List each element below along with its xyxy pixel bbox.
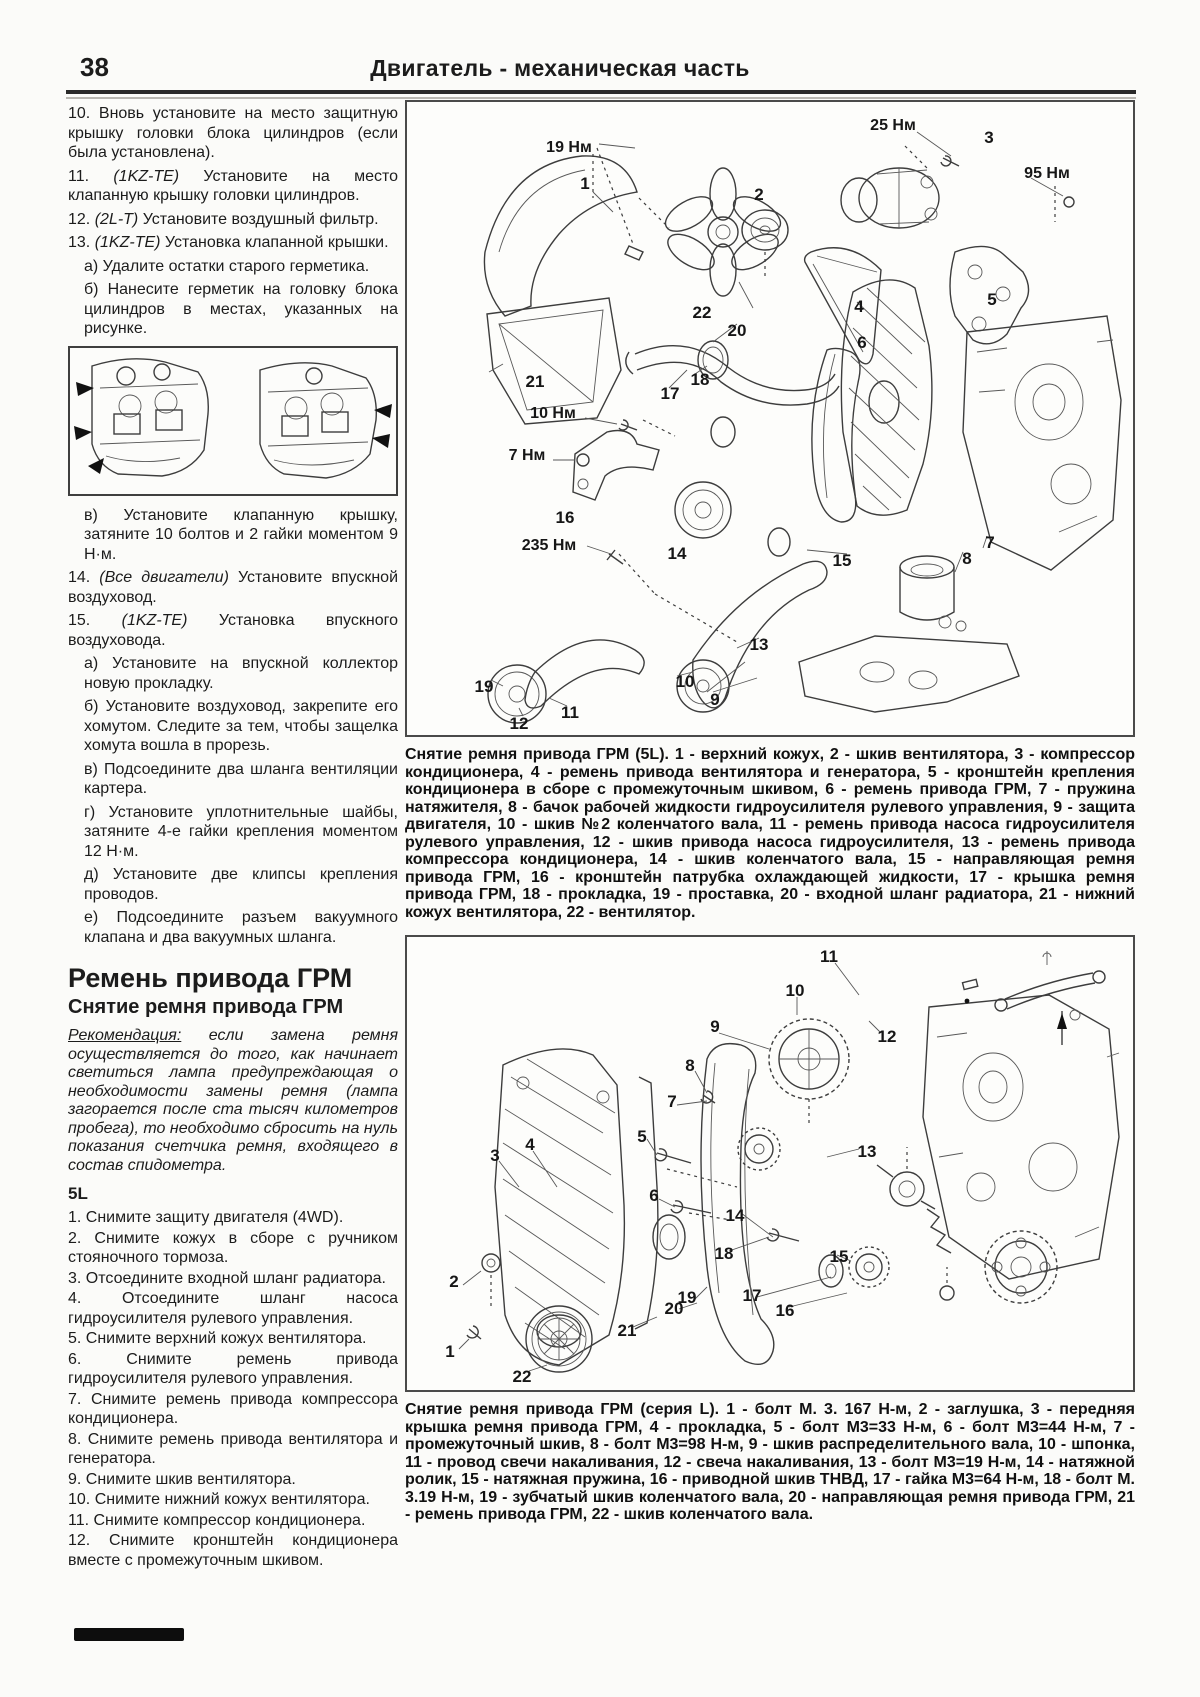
recommendation-note bbox=[68, 1027, 398, 1175]
part-number-label: 16 bbox=[775, 1301, 795, 1320]
paragraph: д) Установите две клипсы крепления проводов. bbox=[84, 866, 398, 903]
scan-artifact bbox=[74, 1628, 184, 1641]
paragraph: 1. Снимите защиту двигателя (4WD). bbox=[68, 1209, 344, 1226]
right-figure-column bbox=[405, 100, 1135, 1524]
section-subheading: Снятие ремня привода ГРМ bbox=[68, 996, 344, 1018]
diagram2-line-art bbox=[407, 937, 1133, 1386]
paragraph: Рекомендация: если замена ремня осуществляется до того, как начинает светиться лампа предупреждающая о необходимости замены ремня (лампа загорается после ста тысяч километров пробега), то необходимо сбросить на нуль показания счетчика ремня, входящего в состав спидометра. bbox=[68, 1027, 398, 1174]
paragraph: г) Установите уплотнительные шайбы, затяните 4-е гайки крепления моментом 12 Н·м. bbox=[84, 803, 398, 860]
part-number-label: 7 bbox=[985, 533, 995, 552]
torque-value-label: 10 Нм bbox=[530, 405, 576, 422]
part-number-label: 4 bbox=[854, 297, 864, 316]
paragraph: 15. (1KZ-TE) Установка впускного воздуховода. bbox=[68, 612, 398, 649]
section-heading: Ремень привода ГРМ bbox=[68, 963, 353, 993]
part-number-label: 17 bbox=[742, 1286, 762, 1305]
part-number-label: 9 bbox=[710, 1017, 720, 1036]
part-number-label: 3 bbox=[490, 1146, 500, 1165]
paragraph: 11. Снимите компрессор кондиционера. bbox=[68, 1511, 366, 1529]
part-number-label: 20 bbox=[664, 1299, 684, 1318]
paragraph: 6. Снимите ремень привода гидроусилителя рулевого управления. bbox=[68, 1350, 398, 1387]
part-number-label: 19 bbox=[474, 677, 494, 696]
part-number-label: 10 bbox=[675, 672, 695, 691]
paragraph: е) Подсоедините разъем вакуумного клапана и два вакуумных шланга. bbox=[84, 909, 398, 946]
torque-value-label: 235 Нм bbox=[521, 537, 577, 554]
part-number-label: 11 bbox=[561, 703, 579, 722]
part-number-label: 13 bbox=[857, 1142, 877, 1161]
paragraph: 10. Снимите нижний кожух вентилятора. bbox=[68, 1491, 370, 1508]
part-number-label: 3 bbox=[984, 128, 994, 147]
paragraph: 4. Отсоедините шланг насоса гидроусилителя рулевого управления. bbox=[68, 1290, 398, 1327]
paragraph: а) Установите на впускной коллектор новую прокладку. bbox=[84, 655, 398, 692]
part-number-label: 7 bbox=[667, 1092, 677, 1111]
part-number-label: 4 bbox=[525, 1135, 535, 1154]
paragraph: в) Подсоедините два шланга вентиляции картера. bbox=[84, 760, 398, 797]
paragraph: 11. (1KZ-TE) Установите на место клапанную крышку головки цилиндров. bbox=[68, 167, 399, 204]
paragraph: 12. Снимите кронштейн кондиционера вместе с промежуточным шкивом. bbox=[68, 1532, 398, 1569]
torque-value-label: 19 Нм bbox=[546, 139, 592, 156]
page-number: 38 bbox=[80, 52, 109, 82]
paragraph: б) Нанесите герметик на головку блока цилиндров в местах, указанных на рисунке. bbox=[84, 281, 398, 337]
paragraph: 12. (2L-T) Установите воздушный фильтр. bbox=[68, 210, 379, 228]
part-number-label: 8 bbox=[962, 549, 972, 568]
part-number-label: 15 bbox=[832, 551, 852, 570]
torque-value-label: 95 Нм bbox=[1024, 165, 1070, 182]
part-number-label: 21 bbox=[617, 1321, 637, 1340]
paragraph: 8. Снимите ремень привода вентилятора и генератора. bbox=[68, 1430, 398, 1467]
paragraph: 14. (Все двигатели) Установите впускной воздуховод. bbox=[68, 569, 398, 606]
paragraph: б) Установите воздуховод, закрепите его хомутом. Следите за тем, чтобы защелка хомута вошла в прорезь. bbox=[84, 698, 398, 754]
diagram1-caption: Снятие ремня привода ГРМ (5L). 1 - верхний кожух, 2 - шкив вентилятора, 3 - компрессор кондиционера, 4 - ремень привода вентилятора и генератора, 5 - кронштейн крепления кондиционера в сборе с промежуточным шкивом, 6 - ремень привода ГРМ, 7 - пружина натяжителя, 8 - бачок рабочей жидкости гидроусилителя рулевого управления, 9 - защита двигателя, 10 - шкив №2 коленчатого вала, 11 - ремень привода насоса гидроусилителя рулевого управления, 12 - шкив привода насоса гидроусилителя, 13 - ремень привода компрессора кондиционера, 14 - шкив коленчатого вала, 15 - направляющая ремня привода ГРМ, 16 - кронштейн патрубка охлаждающей жидкости, 17 - крышка ремня привода ГРМ, 18 - прокладка, 19 - проставка, 20 - входной шланг радиатора, 21 - нижний кожух вентилятора, 22 - вентилятор. bbox=[405, 746, 1135, 921]
torque-value-label: 7 Нм bbox=[508, 447, 546, 464]
part-number-label: 14 bbox=[725, 1206, 745, 1225]
paragraph: 3. Отсоедините входной шланг радиатора. bbox=[68, 1269, 386, 1287]
part-number-label: 11 bbox=[820, 947, 838, 966]
part-number-label: 14 bbox=[667, 544, 687, 563]
part-number-label: 1 bbox=[445, 1342, 455, 1361]
engine-code-label: 5L bbox=[68, 1184, 88, 1203]
header-rule bbox=[66, 90, 1136, 94]
part-number-label: 8 bbox=[685, 1056, 695, 1075]
paragraph: а) Удалите остатки старого герметика. bbox=[84, 257, 370, 275]
part-number-label: 6 bbox=[857, 333, 867, 352]
header-rule-shadow bbox=[66, 97, 1136, 99]
part-number-label: 13 bbox=[749, 635, 769, 654]
cylinder-head-line-art bbox=[70, 348, 396, 490]
part-number-label: 10 bbox=[785, 981, 805, 1000]
paragraph: 9. Снимите шкив вентилятора. bbox=[68, 1470, 296, 1488]
diagram2-caption: Снятие ремня привода ГРМ (серия L). 1 - болт М. 3. 167 Н-м, 2 - заглушка, 3 - передняя крышка ремня привода ГРМ, 4 - прокладка, 5 - болт М3=33 Н-м, 6 - болт М3=44 Н-м, 7 - промежуточный шкив, 8 - болт М3=98 Н-м, 9 - шкив распределительного вала, 10 - шпонка, 11 - провод свечи накаливания, 12 - свеча накаливания, 13 - болт М3=19 Н-м, 14 - натяжной ролик, 15 - натяжная пружина, 16 - приводной шкив ТНВД, 17 - гайка М3=64 Н-м, 18 - болт М. 3.19 Н-м, 19 - зубчатый шкив коленчатого вала, 20 - направляющая ремня привода ГРМ, 21 - ремень привода ГРМ, 22 - шкив коленчатого вала. bbox=[405, 1401, 1135, 1523]
diagram-belt-removal-5L bbox=[405, 100, 1135, 737]
diagram1-line-art bbox=[407, 102, 1133, 731]
instructions-block-1 bbox=[68, 104, 398, 339]
torque-value-label: 25 Нм bbox=[870, 117, 916, 134]
left-text-column bbox=[68, 104, 398, 1571]
part-number-label: 22 bbox=[692, 303, 712, 322]
paragraph: 5. Снимите верхний кожух вентилятора. bbox=[68, 1330, 367, 1347]
part-number-label: 18 bbox=[714, 1244, 734, 1263]
diagram-belt-removal-L-series bbox=[405, 935, 1135, 1392]
paragraph: 10. Вновь установите на место защитную крышку головки блока цилиндров (если была установлена). bbox=[68, 105, 398, 161]
part-number-label: 12 bbox=[509, 714, 529, 733]
part-number-label: 1 bbox=[580, 174, 590, 193]
part-number-label: 9 bbox=[710, 690, 720, 709]
removal-steps-list bbox=[68, 1208, 398, 1570]
part-number-label: 18 bbox=[690, 370, 710, 389]
part-number-label: 22 bbox=[512, 1367, 532, 1386]
part-number-label: 2 bbox=[754, 185, 764, 204]
part-number-label: 20 bbox=[727, 321, 747, 340]
paragraph: 2. Снимите кожух в сборе с ручником стояночного тормоза. bbox=[68, 1229, 398, 1266]
part-number-label: 17 bbox=[660, 384, 680, 403]
part-number-label: 5 bbox=[987, 290, 997, 309]
part-number-label: 6 bbox=[649, 1186, 659, 1205]
part-number-label: 15 bbox=[829, 1247, 849, 1266]
part-number-label: 16 bbox=[555, 508, 575, 527]
part-number-label: 5 bbox=[637, 1127, 647, 1146]
instructions-block-2 bbox=[68, 506, 398, 948]
part-number-label: 21 bbox=[525, 372, 545, 391]
paragraph: 7. Снимите ремень привода компрессора кондиционера. bbox=[68, 1390, 398, 1427]
page-title: Двигатель - механическая часть bbox=[370, 55, 750, 81]
part-number-label: 12 bbox=[877, 1027, 897, 1046]
paragraph: 13. (1KZ-TE) Установка клапанной крышки. bbox=[68, 234, 389, 251]
part-number-label: 19 bbox=[677, 1288, 697, 1307]
paragraph: в) Установите клапанную крышку, затяните 10 болтов и 2 гайки моментом 9 Н·м. bbox=[84, 506, 398, 563]
part-number-label: 2 bbox=[449, 1272, 459, 1291]
cylinder-head-sealant-figure bbox=[68, 346, 398, 496]
